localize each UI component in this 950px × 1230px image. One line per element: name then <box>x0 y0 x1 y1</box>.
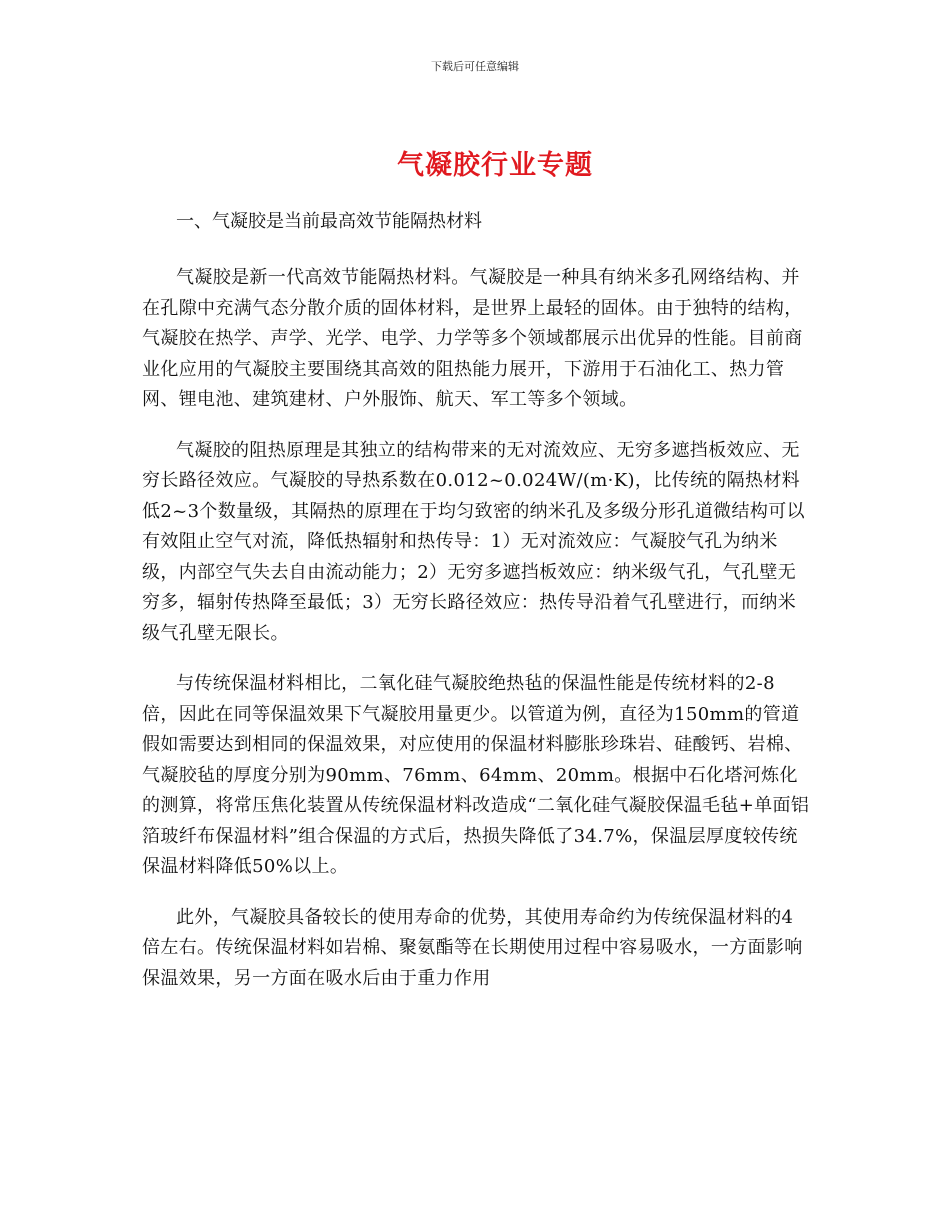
document-body <box>142 207 810 1014</box>
header-note: 下载后可任意编辑 <box>431 60 519 73</box>
section-heading: 一、气凝胶是当前最高效节能隔热材料 <box>176 211 482 232</box>
paragraph-intro: 气凝胶是新一代高效节能隔热材料。气凝胶是一种具有纳米多孔网络结构、并在孔隙中充满气态分散介质的固体材料，是世界上最轻的固体。由于独特的结构，气凝胶在热学、声学、光学、电学、力学等多个领域都展示出优异的性能。目前商业化应用的气凝胶主要围绕其高效的阻热能力展开，下游用于石油化工、热力管网、锂电池、建筑建材、户外服饰、航天、军工等多个领域。 <box>142 267 803 410</box>
paragraph-principle: 气凝胶的阻热原理是其独立的结构带来的无对流效应、无穷多遮挡板效应、无穷长路径效应。气凝胶的导热系数在0.012~0.024W/(m·K)，比传统的隔热材料低2~3个数量级，其隔热的原理在于均匀致密的纳米孔及多级分形孔道微结构可以有效阻止空气对流，降低热辐射和热传导：1）无对流效应：气凝胶气孔为纳米级，内部空气失去自由流动能力；2）无穷多遮挡板效应：纳米级气孔，气孔壁无穷多，辐射传热降至最低；3）无穷长路径效应：热传导沿着气孔壁进行，而纳米级气孔壁无限长。 <box>142 439 805 644</box>
paragraph-comparison: 与传统保温材料相比，二氧化硅气凝胶绝热毡的保温性能是传统材料的2-8倍，因此在同等保温效果下气凝胶用量更少。以管道为例，直径为150mm的管道假如需要达到相同的保温效果，对应使用的保温材料膨胀珍珠岩、硅酸钙、岩棉、气凝胶毡的厚度分别为90mm、76mm、64mm、20mm。根据中石化塔河炼化的测算，将常压焦化装置从传统保温材料改造成“二氧化硅气凝胶保温毛毡+单面铝箔玻纤布保温材料”组合保温的方式后，热损失降低了34.7%，保温层厚度较传统保温材料降低50%以上。 <box>142 673 810 877</box>
paragraph-lifespan: 此外，气凝胶具备较长的使用寿命的优势，其使用寿命约为传统保温材料的4倍左右。传统保温材料如岩棉、聚氨酯等在长期使用过程中容易吸水，一方面影响保温效果，另一方面在吸水后由于重力作用 <box>142 906 803 989</box>
document-title: 气凝胶行业专题 <box>397 150 593 181</box>
